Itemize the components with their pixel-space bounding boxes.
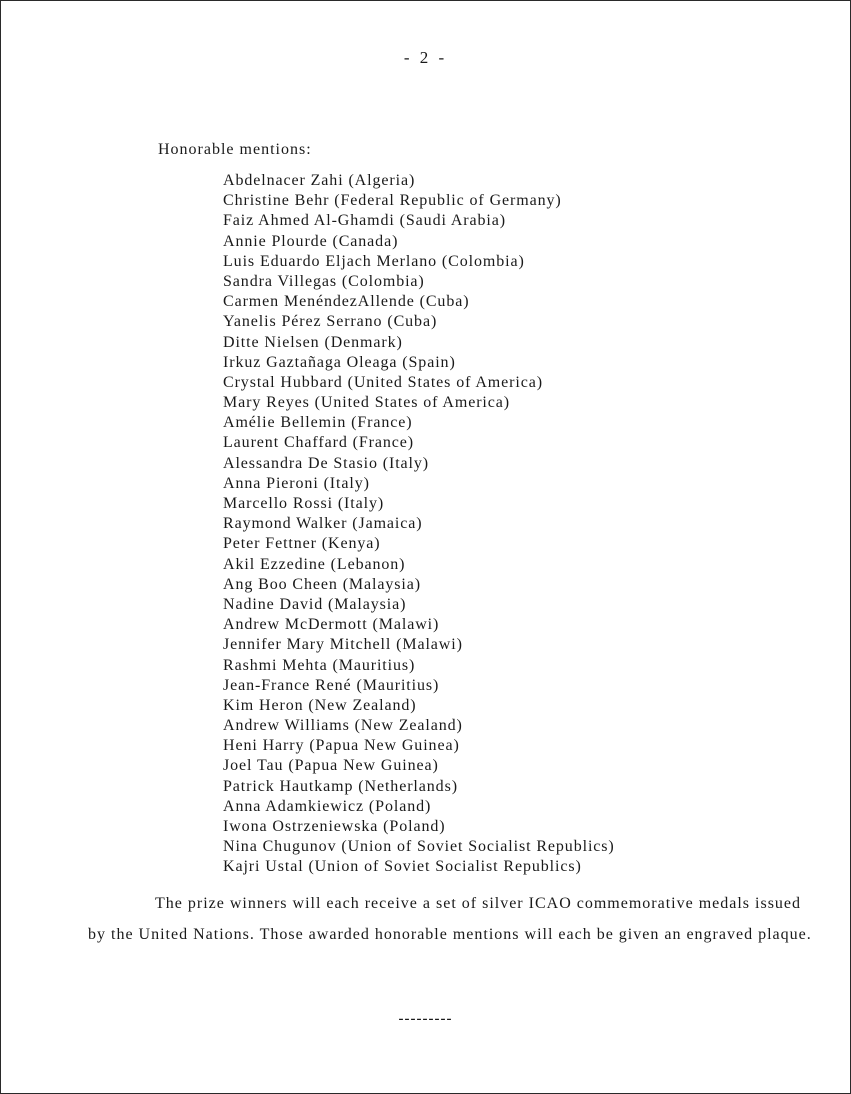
list-item: Anna Pieroni (Italy) — [223, 474, 370, 492]
honorable-mentions-list — [223, 171, 615, 878]
list-item: Ditte Nielsen (Denmark) — [223, 333, 403, 351]
list-item: Sandra Villegas (Colombia) — [223, 272, 425, 290]
honorable-mentions-heading: Honorable mentions: — [158, 141, 312, 158]
list-item: Kim Heron (New Zealand) — [223, 696, 417, 714]
list-item: Nadine David (Malaysia) — [223, 595, 407, 613]
list-item: Rashmi Mehta (Mauritius) — [223, 656, 416, 674]
list-item: Yanelis Pérez Serrano (Cuba) — [223, 313, 438, 331]
list-item: Abdelnacer Zahi (Algeria) — [223, 172, 416, 189]
list-item: Heni Harry (Papua New Guinea) — [223, 737, 460, 755]
list-item: Marcello Rossi (Italy) — [223, 495, 385, 512]
list-item: Jennifer Mary Mitchell (Malawi) — [223, 636, 463, 654]
list-item: Faiz Ahmed Al-Ghamdi (Saudi Arabia) — [223, 212, 507, 230]
list-item: Anna Adamkiewicz (Poland) — [223, 797, 432, 815]
list-item: Nina Chugunov (Union of Soviet Socialist Republics) — [223, 838, 615, 856]
closing-paragraph-text: The prize winners will each receive a set of silver ICAO commemorative medals issued by the United Nations. Those awarded honorable mentions will each be given an engraved plaque. — [88, 895, 812, 943]
list-item: Iwona Ostrzeniewska (Poland) — [223, 818, 446, 835]
list-item: Andrew McDermott (Malawi) — [223, 616, 440, 634]
list-item: Christine Behr (Federal Republic of Germany) — [223, 192, 562, 210]
list-item: Mary Reyes (United States of America) — [223, 394, 511, 412]
list-item: Kajri Ustal (Union of Soviet Socialist Republics) — [223, 858, 582, 876]
list-item: Alessandra De Stasio (Italy) — [223, 454, 430, 472]
list-item: Joel Tau (Papua New Guinea) — [223, 757, 439, 775]
list-item: Luis Eduardo Eljach Merlano (Colombia) — [223, 252, 525, 270]
closing-paragraph — [88, 888, 818, 950]
page-number: - 2 - — [403, 48, 448, 67]
list-item: Irkuz Gaztañaga Oleaga (Spain) — [223, 353, 456, 371]
end-of-document-rule: --------- — [398, 1011, 453, 1027]
list-item: Amélie Bellemin (France) — [223, 414, 413, 432]
list-item: Peter Fettner (Kenya) — [223, 535, 381, 553]
list-item: Carmen MenéndezAllende (Cuba) — [223, 293, 470, 311]
list-item: Crystal Hubbard (United States of America) — [223, 373, 543, 391]
list-item: Annie Plourde (Canada) — [223, 232, 399, 250]
list-item: Raymond Walker (Jamaica) — [223, 515, 423, 533]
list-item: Ang Boo Cheen (Malaysia) — [223, 575, 422, 593]
list-item: Laurent Chaffard (France) — [223, 434, 415, 452]
list-item: Jean-France René (Mauritius) — [223, 676, 440, 694]
list-item: Andrew Williams (New Zealand) — [223, 717, 463, 735]
list-item: Patrick Hautkamp (Netherlands) — [223, 777, 458, 795]
list-item: Akil Ezzedine (Lebanon) — [223, 555, 406, 573]
